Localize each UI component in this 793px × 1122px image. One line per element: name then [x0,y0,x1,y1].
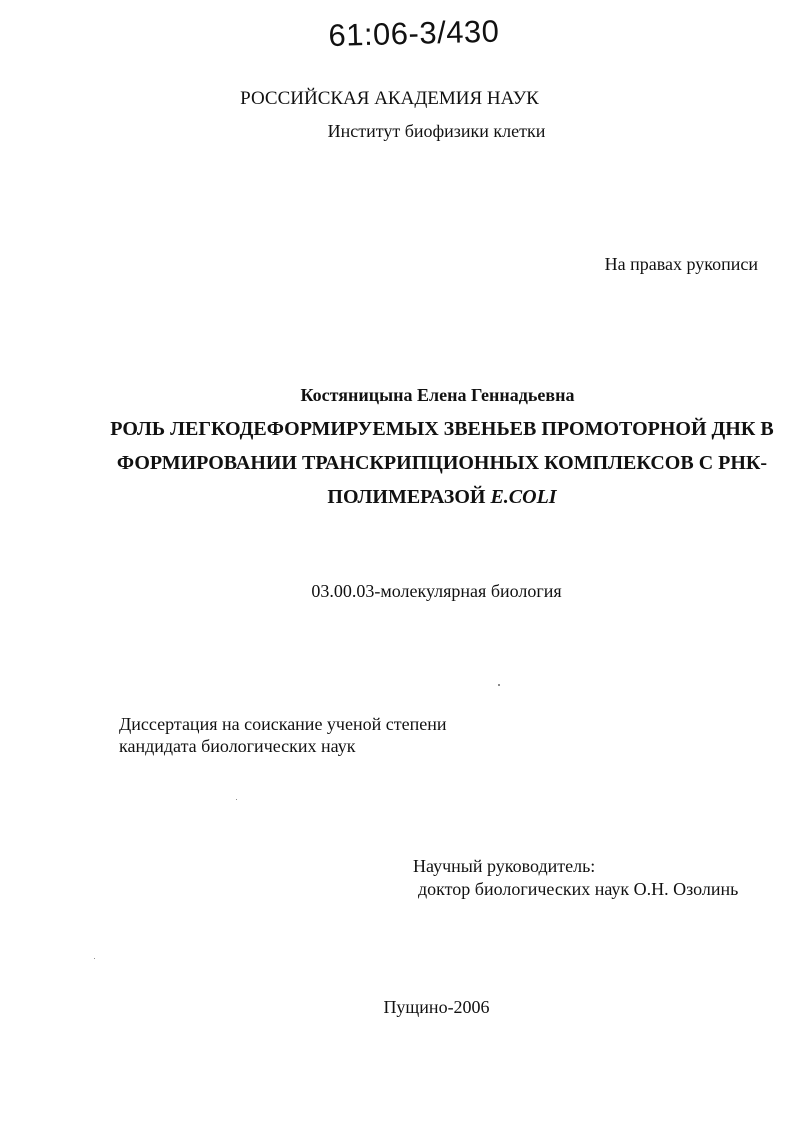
supervisor-name: доктор биологических наук О.Н. Озолинь [418,879,739,899]
archive-stamp-number: 61:06-3/430 [328,13,500,53]
scan-speck [498,684,500,686]
title-line-3-text: ПОЛИМЕРАЗОЙ [327,486,486,508]
thesis-line-1: Диссертация на соискание ученой степени [119,714,447,734]
academy-name [0,88,793,110]
author-name [0,385,793,406]
rights-note: На правах рукописи [604,254,758,274]
institute-name-text: Институт биофизики клетки [327,121,546,141]
specialty-code [0,581,793,602]
dissertation-title [96,412,788,514]
supervisor-label: Научный руководитель: [413,856,596,876]
title-line-3 [96,480,788,514]
specialty-code-text: 03.00.03-молекулярная биология [311,581,562,601]
scan-speck [94,958,95,959]
scan-speck [236,799,237,800]
institute-name [0,121,793,142]
title-line-2: ФОРМИРОВАНИИ ТРАНСКРИПЦИОННЫХ КОМПЛЕКСОВ С РНК- [116,452,768,474]
organism-name: E.COLI [490,486,557,508]
city-year [0,997,793,1018]
author-name-text: Костяницына Елена Геннадьевна [300,385,575,405]
city-year-text: Пущино-2006 [383,997,490,1017]
thesis-statement [119,713,446,757]
academy-name-text: РОССИЙСКАЯ АКАДЕМИЯ НАУК [240,88,539,109]
supervisor-block [413,855,738,901]
title-line-1: РОЛЬ ЛЕГКОДЕФОРМИРУЕМЫХ ЗВЕНЬЕВ ПРОМОТОРНОЙ ДНК В [110,418,774,440]
thesis-line-2: кандидата биологических наук [119,736,356,756]
